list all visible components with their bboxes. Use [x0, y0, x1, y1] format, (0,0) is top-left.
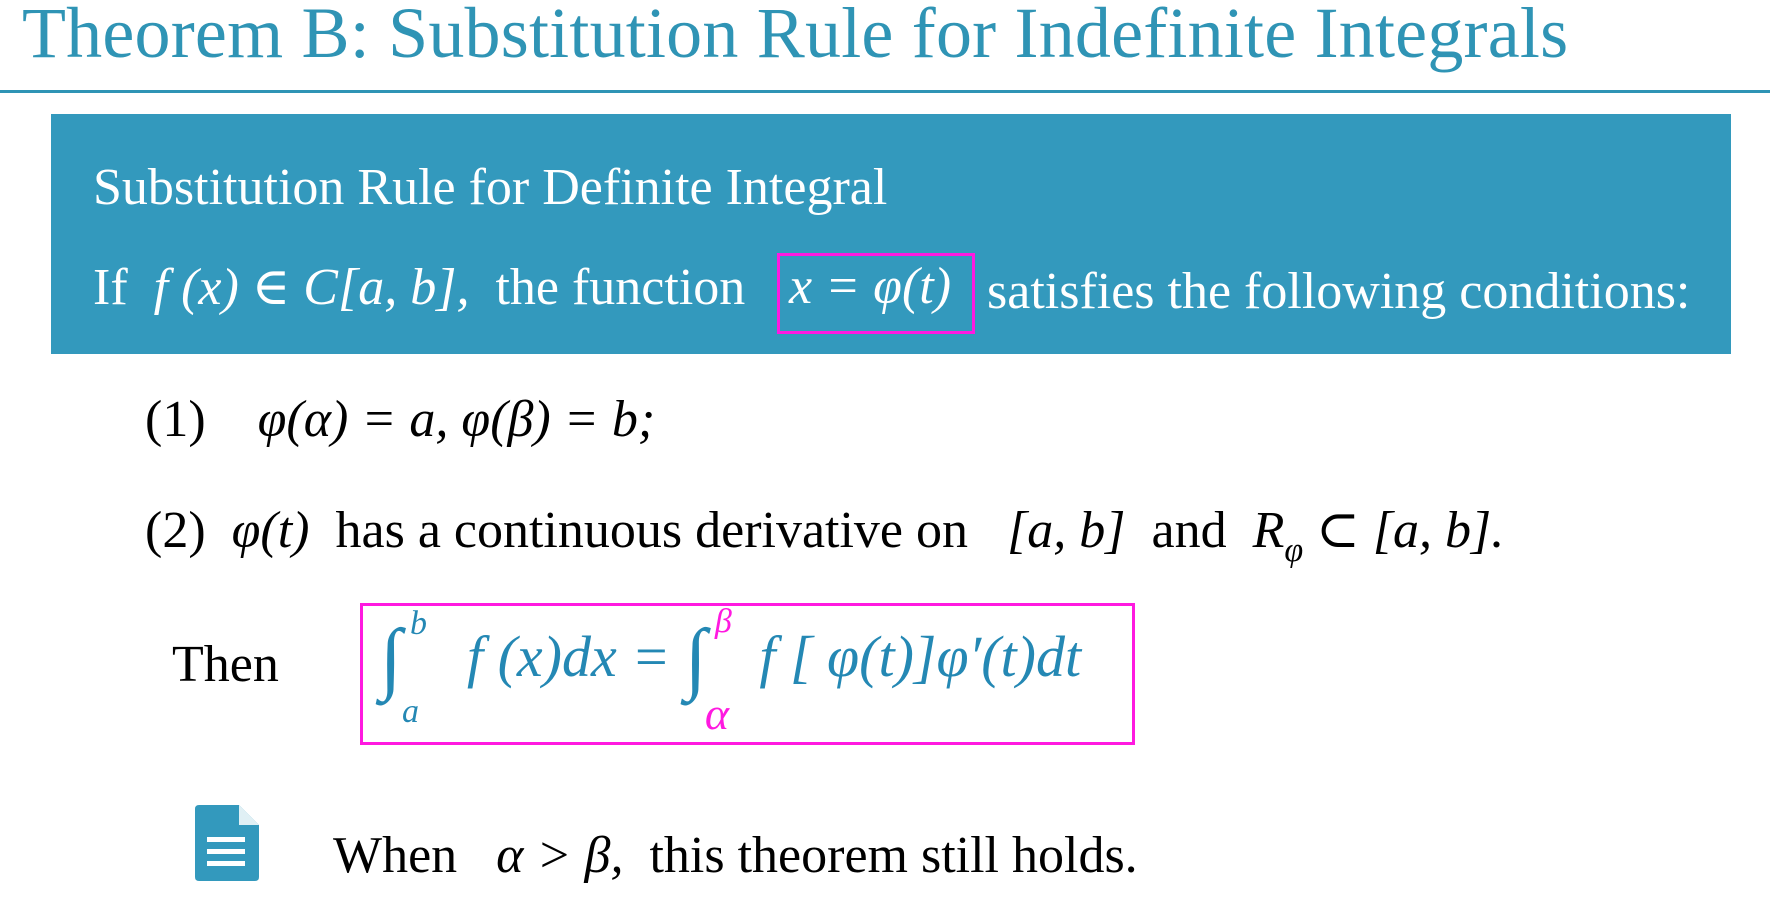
- substitution-formula: [380, 605, 1081, 745]
- condition-2-text: has a continuous derivative on: [335, 502, 969, 559]
- highlight-math: x = φ(t): [789, 258, 952, 315]
- the-function-text: the function: [495, 259, 746, 316]
- satisfies-text: satisfies the following conditions:: [987, 263, 1691, 320]
- lower-limit-1: a: [402, 693, 419, 730]
- page-title: Theorem B: Substitution Rule for Indefinite Integrals: [22, 0, 1569, 73]
- integral-sign-1: ∫: [380, 614, 402, 702]
- condition-1-number: (1): [145, 391, 206, 448]
- formula-lhs: f (x)dx =: [467, 624, 671, 689]
- condition-2-and: and: [1151, 502, 1227, 559]
- formula-rhs: f [ φ(t)]φ′(t)dt: [759, 624, 1082, 689]
- theorem-panel: [51, 114, 1731, 354]
- condition-2-subset: ⊂ [a, b].: [1316, 502, 1505, 559]
- upper-limit-2: β: [714, 603, 732, 640]
- note-math: α > β,: [496, 827, 624, 884]
- integral-sign-2: ∫: [684, 614, 707, 702]
- panel-condition-line: [93, 257, 745, 317]
- if-condition: f (x) ∈ C[a, b],: [153, 259, 470, 316]
- note-prefix: When: [333, 827, 458, 884]
- note-line: [333, 826, 1138, 885]
- condition-2-interval: [a, b]: [1007, 502, 1126, 559]
- condition-2-R-sub: φ: [1284, 532, 1304, 569]
- condition-2-number: (2): [145, 502, 206, 559]
- condition-2: [145, 500, 1505, 569]
- title-divider: [0, 90, 1770, 93]
- if-word: If: [93, 259, 128, 316]
- panel-subtitle: Substitution Rule for Definite Integral: [93, 159, 888, 216]
- note-text: this theorem still holds.: [649, 827, 1138, 884]
- condition-2-phi: φ(t): [231, 502, 310, 559]
- condition-1: [145, 390, 655, 449]
- then-label: Then: [172, 636, 279, 693]
- condition-2-R: R: [1252, 502, 1285, 559]
- lower-limit-2: α: [704, 688, 730, 739]
- condition-1-math: φ(α) = a, φ(β) = b;: [257, 391, 656, 448]
- document-icon: [195, 805, 259, 881]
- upper-limit-1: b: [410, 605, 427, 642]
